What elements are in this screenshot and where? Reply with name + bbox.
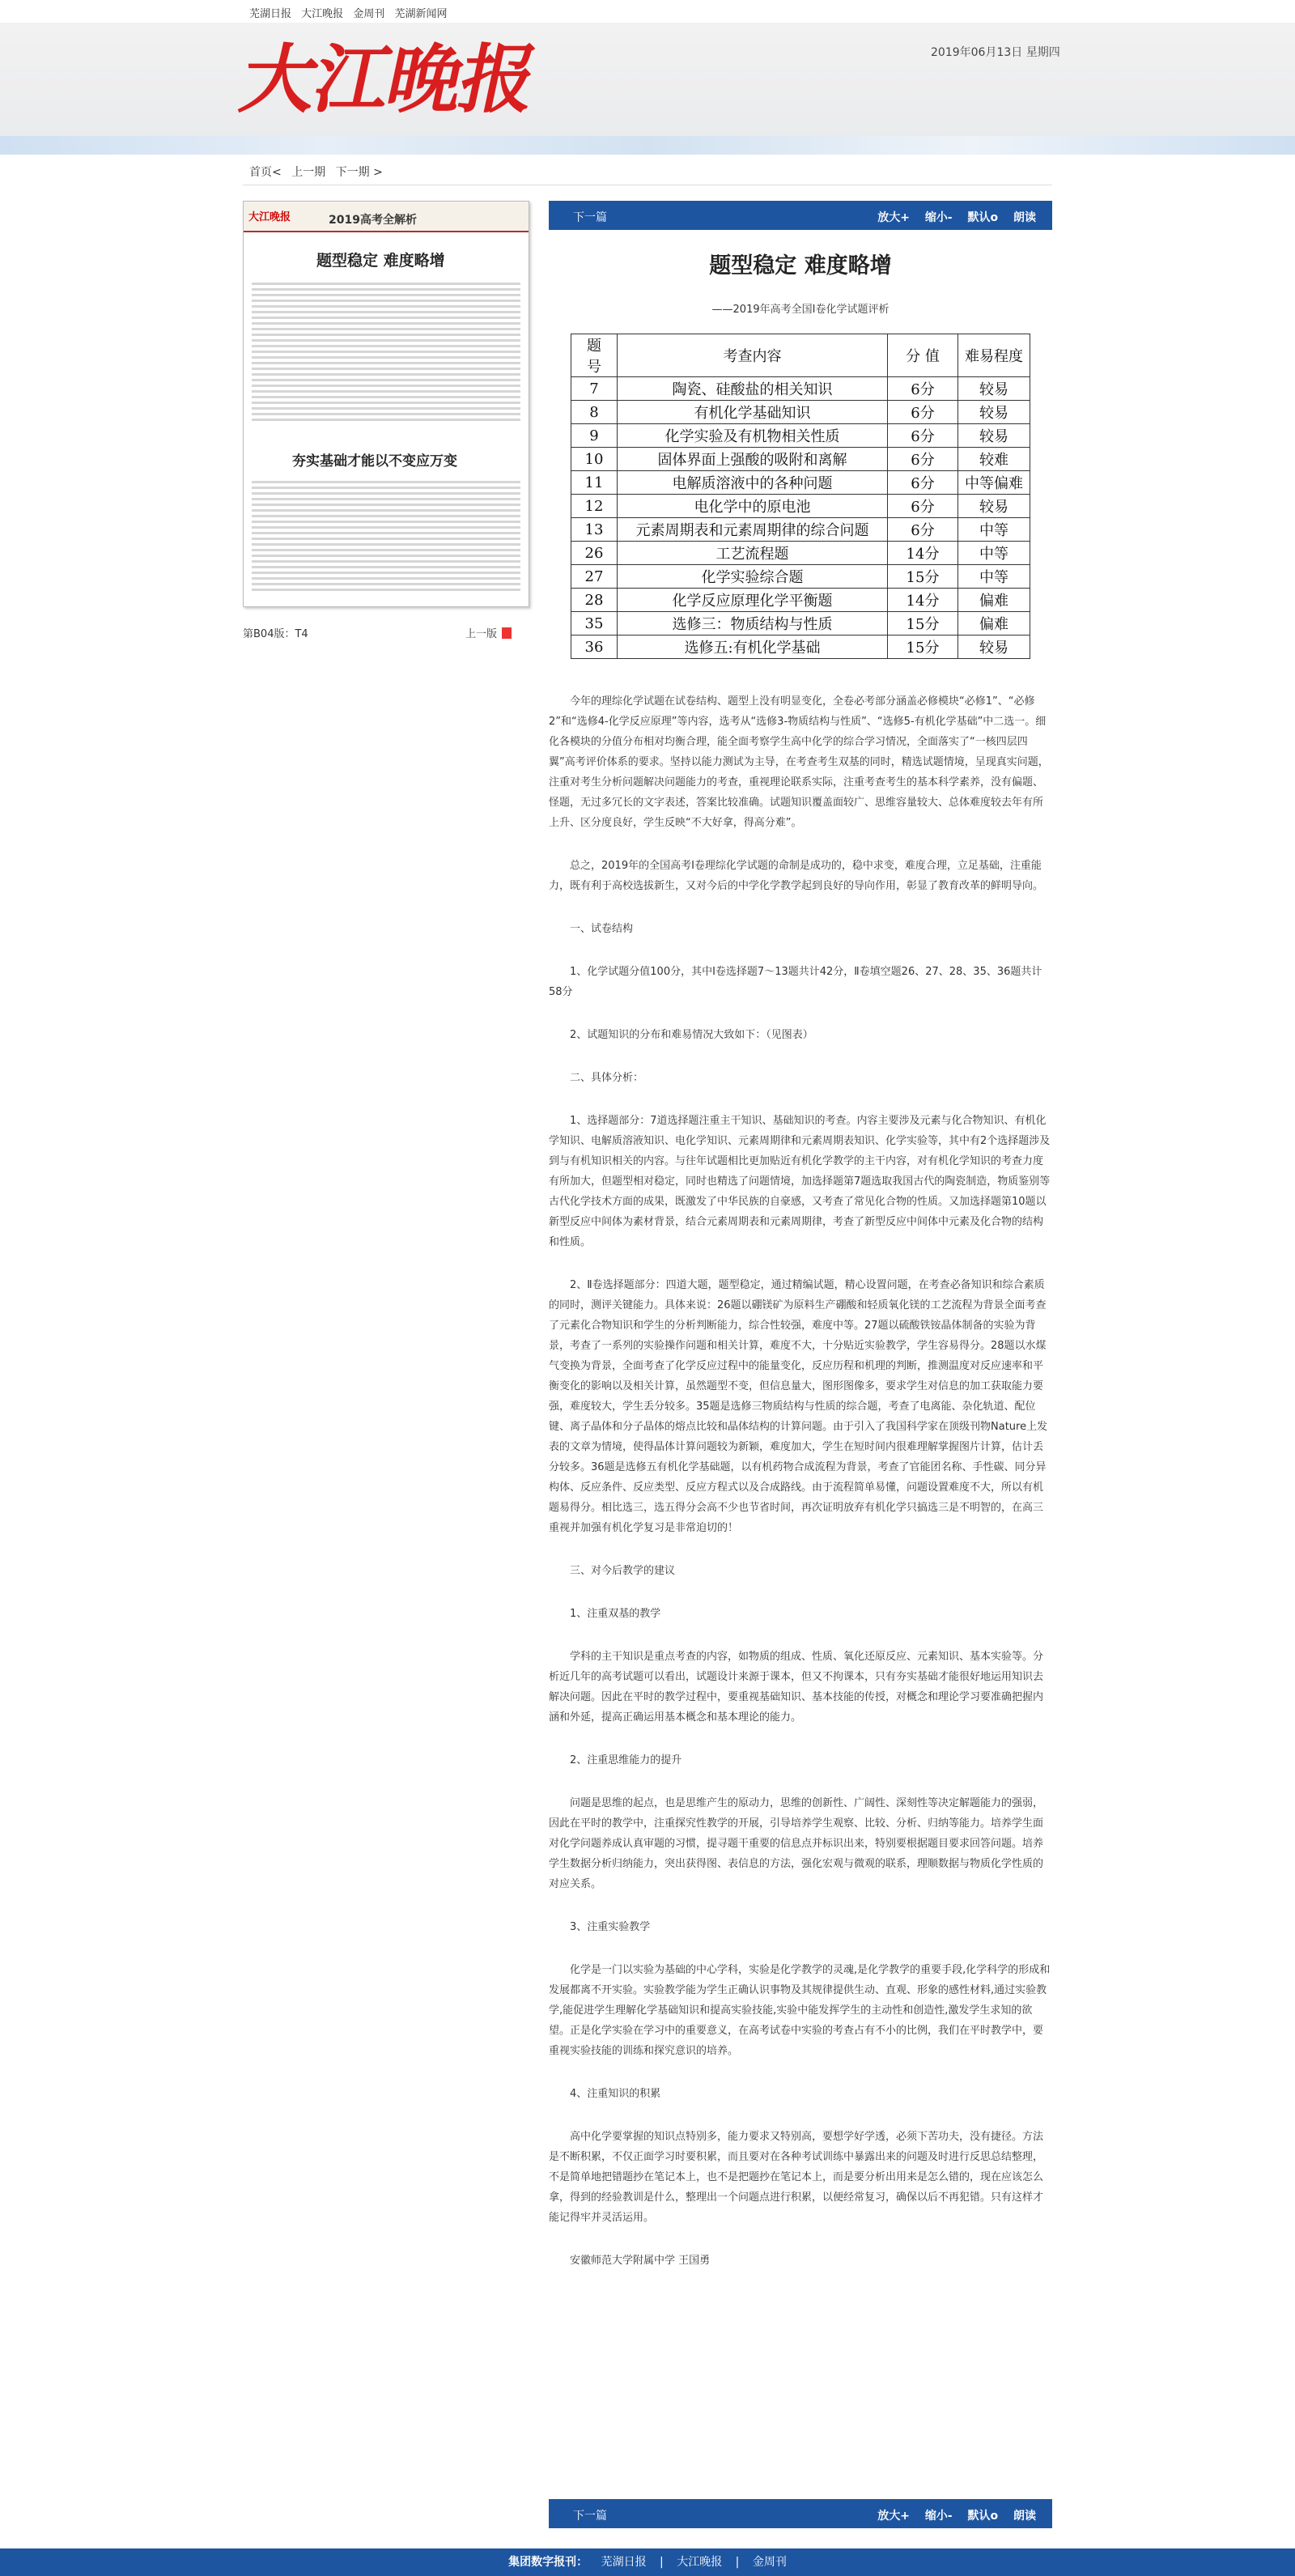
issue-date: 2019年06月13日 星期四 bbox=[931, 46, 1060, 59]
footer-link-wuhu-daily[interactable]: 芜湖日报 bbox=[601, 2556, 647, 2569]
article-body bbox=[549, 691, 1052, 2271]
page-thumbnail[interactable] bbox=[243, 201, 529, 607]
article-paragraph: 4、注重知识的积累 bbox=[570, 2088, 661, 2100]
zoom-in-button[interactable]: 放大+ bbox=[877, 211, 910, 224]
cell-difficulty: 较易 bbox=[958, 424, 1030, 448]
cell-score: 6分 bbox=[888, 471, 958, 495]
article-paragraph: 今年的理综化学试题在试卷结构、题型上没有明显变化，全卷必考部分涵盖必修模块“必修1”、“必修2”和“选修4-化学反应原理”等内容，选考从“选修3-物质结构与性质”、“选修5-有机化学基础”中二选一。细化各模块的分值分布相对均衡合理，能全面考察学生高中化学的综合学习情况，全面落实了“一核四层四翼”高考评价体系的要求。坚持以能力测试为主导，在考查考生双基的同时，精选试题情境，呈现真实问题，注重对考生分析问题解决问题能力的考查，重视理论联系实际，注重考查考生的基本科学素养，没有偏题、怪题，无过多冗长的文字表述，答案比较准确。试题知识覆盖面较广、思维容量较大、总体难度较去年有所上升、区分度良好，学生反映“不大好拿，得高分难”。 bbox=[549, 695, 1049, 829]
next-article-button[interactable]: 下一篇 bbox=[573, 211, 607, 224]
article-paragraph: 化学是一门以实验为基础的中心学科，实验是化学教学的灵魂,是化学教学的重要手段,化学科学的形成和发展都离不开实验。实验教学能为学生正确认识事物及其规律提供生动、直观、形象的感性材料,通过实验教学,能促进学生理解化学基础知识和提高实验技能,实验中能发挥学生的主动性和创造性,激发学生求知的欲望。正是化学实验在学习中的重要意义，在高考试卷中实验的考查占有不小的比例，我们在平时教学中，要重视实验技能的训练和探究意识的培养。 bbox=[549, 1964, 1051, 2057]
thumb-text-block-1 bbox=[252, 283, 520, 424]
cell-content: 电化学中的原电池 bbox=[618, 495, 888, 518]
cell-number: 9 bbox=[571, 424, 618, 448]
cell-content: 选修三：物质结构与性质 bbox=[618, 612, 888, 635]
footer-sep-1: | bbox=[660, 2556, 664, 2569]
table-row bbox=[571, 401, 1030, 424]
top-link-wuhu-daily[interactable]: 芜湖日报 bbox=[249, 8, 292, 20]
article-paragraph: 总之，2019年的全国高考Ⅰ卷理综化学试题的命制是成功的，稳中求变，难度合理，立足基础，注重能力，既有利于高校选拔新生，又对今后的中学化学教学起到良好的导向作用，彰显了教育改革的鲜明导向。 bbox=[549, 860, 1044, 892]
cell-number: 27 bbox=[571, 565, 618, 589]
cell-score: 6分 bbox=[888, 448, 958, 471]
cell-difficulty: 中等 bbox=[958, 542, 1030, 565]
top-link-weekly[interactable]: 金周刊 bbox=[353, 8, 385, 20]
col-header-number: 题 号 bbox=[571, 334, 618, 377]
table-row bbox=[571, 424, 1030, 448]
cell-score: 15分 bbox=[888, 612, 958, 635]
col-header-difficulty: 难易程度 bbox=[958, 334, 1030, 377]
top-links bbox=[249, 5, 453, 20]
next-article-button-bottom[interactable]: 下一篇 bbox=[573, 2510, 607, 2523]
article-paragraph: 一、试卷结构 bbox=[570, 923, 634, 935]
crumb-prev-issue[interactable]: 上一期 bbox=[291, 166, 326, 179]
cell-number: 11 bbox=[571, 471, 618, 495]
cell-number: 28 bbox=[571, 589, 618, 612]
cell-content: 陶瓷、硅酸盐的相关知识 bbox=[618, 377, 888, 401]
zoom-out-button[interactable]: 缩小- bbox=[924, 211, 953, 224]
cell-score: 6分 bbox=[888, 495, 958, 518]
col-header-content: 考查内容 bbox=[618, 334, 888, 377]
thumb-text-block-2 bbox=[252, 481, 520, 594]
article-subtitle: ——2019年高考全国Ⅰ卷化学试题评析 bbox=[711, 304, 890, 316]
crumb-home[interactable]: 首页< bbox=[249, 166, 282, 179]
default-size-button-bottom[interactable]: 默认o bbox=[967, 2510, 999, 2523]
cell-content: 工艺流程题 bbox=[618, 542, 888, 565]
cell-score: 6分 bbox=[888, 424, 958, 448]
cell-number: 10 bbox=[571, 448, 618, 471]
article-paragraph: 1、选择题部分：7道选择题注重主干知识、基础知识的考查。内容主要涉及元素与化合物知识、有机化学知识、电解质溶液知识、电化学知识、元素周期律和元素周期表知识、化学实验等，其中有2个选择题涉及到与有机知识相关的内容。与往年试题相比更加贴近有机化学教学的主干内容，对有机化学知识的考查力度有所加大，但题型相对稳定，同时也精选了问题情境，加选择题第7题选取我国古代的陶瓷制造，物质鉴别等古代化学技术方面的成果，既激发了中华民族的自豪感，又考查了常见化合物的性质。又加选择题第10题以新型反应中间体为素材背景，结合元素周期表和元素周期律，考查了新型反应中间体中元素及化合物的结构和性质。 bbox=[549, 1115, 1051, 1248]
cell-difficulty: 偏难 bbox=[958, 612, 1030, 635]
article-paragraph: 1、注重双基的教学 bbox=[570, 1608, 661, 1620]
cell-score: 6分 bbox=[888, 377, 958, 401]
top-link-dajiang-evening[interactable]: 大江晚报 bbox=[301, 8, 344, 20]
article-paragraph: 学科的主干知识是重点考查的内容，如物质的组成、性质、氧化还原反应、元素知识、基本实验等。分析近几年的高考试题可以看出，试题设计来源于课本，但又不拘课本，只有夯实基础才能很好地运用知识去解决问题。因此在平时的教学过程中，要重视基础知识、基本技能的传授，对概念和理论学习要准确把握内涵和外延，提高正确运用基本概念和基本理论的能力。 bbox=[549, 1651, 1044, 1724]
top-bar bbox=[0, 0, 1295, 23]
footer-link-dajiang-evening[interactable]: 大江晚报 bbox=[677, 2556, 723, 2569]
default-size-button[interactable]: 默认o bbox=[967, 211, 999, 224]
cell-content: 元素周期表和元素周期律的综合问题 bbox=[618, 518, 888, 542]
article-title: 题型稳定 难度略增 bbox=[709, 253, 892, 278]
prev-page-label: 上一版 bbox=[465, 628, 497, 640]
exam-table bbox=[571, 334, 1030, 659]
cell-content: 选修五:有机化学基础 bbox=[618, 635, 888, 659]
header-stripe bbox=[0, 136, 1295, 155]
cell-content: 化学反应原理化学平衡题 bbox=[618, 589, 888, 612]
article-paragraph: 1、化学试题分值100分，其中Ⅰ卷选择题7～13题共计42分，Ⅱ卷填空题26、27、28、35、36题共计58分 bbox=[549, 966, 1042, 998]
table-row bbox=[571, 635, 1030, 659]
table-row bbox=[571, 589, 1030, 612]
cell-difficulty: 较难 bbox=[958, 448, 1030, 471]
crumb-next-issue[interactable]: 下一期 > bbox=[335, 166, 383, 179]
table-row bbox=[571, 518, 1030, 542]
cell-content: 电解质溶液中的各种问题 bbox=[618, 471, 888, 495]
cell-number: 36 bbox=[571, 635, 618, 659]
table-row bbox=[571, 471, 1030, 495]
cell-difficulty: 中等偏难 bbox=[958, 471, 1030, 495]
table-header-row bbox=[571, 334, 1030, 377]
cell-number: 26 bbox=[571, 542, 618, 565]
read-aloud-button[interactable]: 朗读 bbox=[1013, 211, 1036, 224]
cell-number: 35 bbox=[571, 612, 618, 635]
article-paragraph: 2、注重思维能力的提升 bbox=[570, 1754, 682, 1766]
cell-difficulty: 偏难 bbox=[958, 589, 1030, 612]
footer-link-weekly[interactable]: 金周刊 bbox=[752, 2556, 787, 2569]
cell-difficulty: 中等 bbox=[958, 565, 1030, 589]
newspaper-logo: 大江晚报 bbox=[233, 36, 544, 123]
table-row bbox=[571, 542, 1030, 565]
article-paragraph: 3、注重实验教学 bbox=[570, 1921, 651, 1933]
zoom-in-button-bottom[interactable]: 放大+ bbox=[877, 2510, 910, 2523]
thumb-headline-2: 夯实基础才能以不变应万变 bbox=[292, 453, 457, 470]
footer-sep-2: | bbox=[735, 2556, 740, 2569]
col-header-score: 分 值 bbox=[888, 334, 958, 377]
zoom-out-button-bottom[interactable]: 缩小- bbox=[924, 2510, 953, 2523]
cell-score: 6分 bbox=[888, 518, 958, 542]
article-paragraph: 三、对今后教学的建议 bbox=[570, 1565, 676, 1577]
top-link-news-site[interactable]: 芜湖新闻网 bbox=[394, 8, 448, 20]
cell-content: 化学实验及有机物相关性质 bbox=[618, 424, 888, 448]
breadcrumb bbox=[249, 164, 389, 180]
cell-score: 6分 bbox=[888, 401, 958, 424]
cell-content: 化学实验综合题 bbox=[618, 565, 888, 589]
article-toolbar-top bbox=[549, 201, 1052, 230]
article-paragraph: 2、试题知识的分布和难易情况大致如下：（见图表） bbox=[570, 1029, 813, 1041]
cell-number: 12 bbox=[571, 495, 618, 518]
cell-difficulty: 较易 bbox=[958, 495, 1030, 518]
cell-number: 7 bbox=[571, 377, 618, 401]
footer bbox=[0, 2548, 1295, 2576]
cell-score: 15分 bbox=[888, 635, 958, 659]
thumb-header-title: 2019高考全解析 bbox=[329, 214, 417, 227]
toolbar-actions bbox=[866, 209, 1036, 225]
article-paragraph: 问题是思维的起点，也是思维产生的原动力，思维的创新性、广阔性、深刻性等决定解题能力的强弱，因此在平时的教学中，注重探究性教学的开展，引导培养学生观察、比较、分析、归纳等能力。培养学生面对化学问题养成认真审题的习惯，提寻题干重要的信息点并标识出来，特别要根据题目要求回答问题。培养学生数据分析归纳能力，突出获得图、表信息的方法，强化宏观与微观的联系，理顺数据与物质化学性质的对应关系。 bbox=[549, 1797, 1044, 1890]
cell-score: 14分 bbox=[888, 589, 958, 612]
table-row bbox=[571, 448, 1030, 471]
cell-difficulty: 较易 bbox=[958, 635, 1030, 659]
article-toolbar-bottom bbox=[549, 2499, 1052, 2528]
article-paragraph: 安徽师范大学附属中学 王国勇 bbox=[570, 2255, 711, 2267]
cell-score: 14分 bbox=[888, 542, 958, 565]
cell-content: 固体界面上强酸的吸附和离解 bbox=[618, 448, 888, 471]
pdf-icon[interactable] bbox=[502, 627, 512, 639]
cell-difficulty: 较易 bbox=[958, 377, 1030, 401]
prev-page-link[interactable] bbox=[465, 625, 512, 640]
thumbnail-caption bbox=[243, 625, 528, 640]
masthead-header bbox=[0, 23, 1295, 155]
table-row bbox=[571, 565, 1030, 589]
thumb-headline-1: 题型稳定 难度略增 bbox=[316, 252, 445, 270]
cell-number: 8 bbox=[571, 401, 618, 424]
table-row bbox=[571, 377, 1030, 401]
cell-content: 有机化学基础知识 bbox=[618, 401, 888, 424]
cell-difficulty: 中等 bbox=[958, 518, 1030, 542]
thumb-header bbox=[244, 202, 529, 232]
article-paragraph: 2、Ⅱ卷选择题部分：四道大题，题型稳定，通过精编试题，精心设置问题，在考查必备知识和综合素质的同时，测评关键能力。具体来说：26题以硼镁矿为原料生产硼酸和轻质氧化镁的工艺流程为背景全面考查了元素化合物知识和学生的分析判断能力，综合性较强，难度中等。27题以硫酸铁铵晶体制备的实验为背景，考查了一系列的实验操作问题和相关计算，难度不大，十分贴近实验教学，学生容易得分。28题以水煤气变换为背景，全面考查了化学反应过程中的能量变化，反应历程和机理的判断，推测温度对反应速率和平衡变化的影响以及相关计算，虽然题型不变，但信息量大，图形图像多，要求学生对信息的加工获取能力要强，难度较大，学生丢分较多。35题是选修三物质结构与性质的综合题，考查了电离能、杂化轨道、配位键、离子晶体和分子晶体的熔点比较和晶体结构的计算问题。由于引入了我国科学家在顶级刊物Nature上发表的文章为情境，使得晶体计算问题较为新颖，难度加大，学生在短时间内很难理解掌握图片计算，估计丢分较多。36题是选修五有机化学基础题，以有机药物合成流程为背景，考查了官能团名称、手性碳、同分异构体、反应条件、反应类型、反应方程式以及合成路线。由于流程简单易懂，问题设置难度不大，所以有机题易得分。相比选三，选五得分会高不少也节省时间，再次证明放弃有机化学只搞选三是不明智的，在高三重视并加强有机化学复习是非常迫切的！ bbox=[549, 1279, 1048, 1534]
thumb-masthead: 大江晚报 bbox=[248, 211, 291, 223]
read-aloud-button-bottom[interactable]: 朗读 bbox=[1013, 2510, 1036, 2523]
article-paragraph: 高中化学要掌握的知识点特别多，能力要求又特别高，要想学好学透，必须下苦功夫，没有捷径。方法是不断积累，不仅正面学习时要积累，而且要对在各种考试训练中暴露出来的问题及时进行反思总结整理，不是简单地把错题抄在笔记本上，也不是把题抄在笔记本上，而是要分析出用来是怎么错的，现在应该怎么拿，得到的经验教训是什么，整理出一个问题点进行积累，以便经常复习，确保以后不再犯错。只有这样才能记得牢并灵活运用。 bbox=[549, 2131, 1044, 2224]
table-row bbox=[571, 495, 1030, 518]
footer-label: 集团数字报刊： bbox=[508, 2556, 588, 2569]
toolbar-actions-bottom bbox=[866, 2507, 1036, 2523]
article bbox=[549, 243, 1052, 2293]
page-number-label: 第B04版：T4 bbox=[243, 628, 308, 640]
cell-difficulty: 较易 bbox=[958, 401, 1030, 424]
cell-number: 13 bbox=[571, 518, 618, 542]
cell-score: 15分 bbox=[888, 565, 958, 589]
table-row bbox=[571, 612, 1030, 635]
article-paragraph: 二、具体分析： bbox=[570, 1072, 644, 1084]
